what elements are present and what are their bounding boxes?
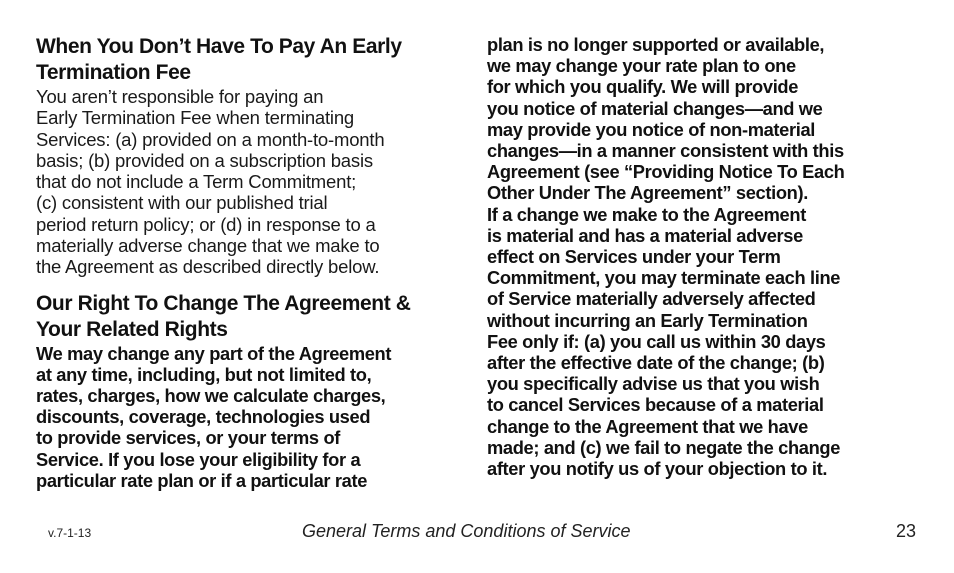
text-line: particular rate plan or if a particular rate xyxy=(36,469,368,491)
text-line: Early Termination Fee when terminating xyxy=(36,107,355,129)
text-line: we may change your rate plan to one xyxy=(487,55,796,77)
text-line: Service. If you lose your eligibility for a xyxy=(36,448,361,470)
text-line: after you notify us of your objection to it. xyxy=(487,458,828,480)
paragraph-right-to-change xyxy=(36,343,461,491)
text-line: Fee only if: (a) you call us within 30 days xyxy=(487,330,826,352)
text-line: You aren’t responsible for paying an xyxy=(36,86,324,107)
left-column xyxy=(36,34,461,491)
right-column xyxy=(487,34,912,479)
text-line: period return policy; or (d) in response to a xyxy=(36,213,376,235)
text-line: (c) consistent with our published trial xyxy=(36,192,328,214)
text-line: discounts, coverage, technologies used xyxy=(36,406,371,428)
heading-right-to-change xyxy=(36,291,461,343)
text-line: to provide services, or your terms of xyxy=(36,427,341,449)
text-line: after the effective date of the change; (b) xyxy=(487,352,825,374)
paragraph-rate-plan-change xyxy=(487,34,912,204)
heading-line: Termination Fee xyxy=(36,61,191,84)
text-line: change to the Agreement that we have xyxy=(487,415,808,437)
paragraph-material-change-rights xyxy=(487,204,912,480)
footer-version: v.7-1-13 xyxy=(48,526,92,540)
text-line: materially adverse change that we make to xyxy=(36,235,380,257)
text-line: to cancel Services because of a material xyxy=(487,394,824,416)
text-line: rates, charges, how we calculate charges, xyxy=(36,385,386,407)
text-line: at any time, including, but not limited to, xyxy=(36,363,372,385)
text-line: If a change we make to the Agreement xyxy=(487,203,806,225)
text-line: without incurring an Early Termination xyxy=(487,309,808,331)
text-line: Services: (a) provided on a month-to-month xyxy=(36,128,385,150)
heading-line: When You Don’t Have To Pay An Early xyxy=(36,35,402,58)
heading-line: Our Right To Change The Agreement & xyxy=(36,291,411,315)
text-line: is material and has a material adverse xyxy=(487,224,803,246)
text-line: effect on Services under your Term xyxy=(487,246,781,268)
footer-title: General Terms and Conditions of Service xyxy=(302,521,631,541)
text-line: basis; (b) provided on a subscription basis xyxy=(36,149,373,171)
text-line: made; and (c) we fail to negate the change xyxy=(487,436,841,458)
text-line: We may change any part of the Agreement xyxy=(36,342,392,364)
heading-line: Your Related Rights xyxy=(36,317,228,341)
text-line: Other Under The Agreement” section). xyxy=(487,182,808,204)
text-line: may provide you notice of non-material xyxy=(487,118,816,140)
text-line: that do not include a Term Commitment; xyxy=(36,171,357,193)
text-line: of Service materially adversely affected xyxy=(487,288,816,310)
text-line: plan is no longer supported or available, xyxy=(487,34,825,55)
heading-early-termination xyxy=(36,34,461,86)
text-line: the Agreement as described directly below. xyxy=(36,256,380,278)
text-line: you specifically advise us that you wish xyxy=(487,373,820,395)
text-line: you notice of material changes—and we xyxy=(487,97,823,119)
text-line: for which you qualify. We will provide xyxy=(487,76,799,98)
text-line: Commitment, you may terminate each line xyxy=(487,267,841,289)
paragraph-early-termination xyxy=(36,86,461,278)
text-line: changes—in a manner consistent with this xyxy=(487,140,844,162)
text-line: Agreement (see “Providing Notice To Each xyxy=(487,161,845,183)
page-number: 23 xyxy=(896,521,917,541)
